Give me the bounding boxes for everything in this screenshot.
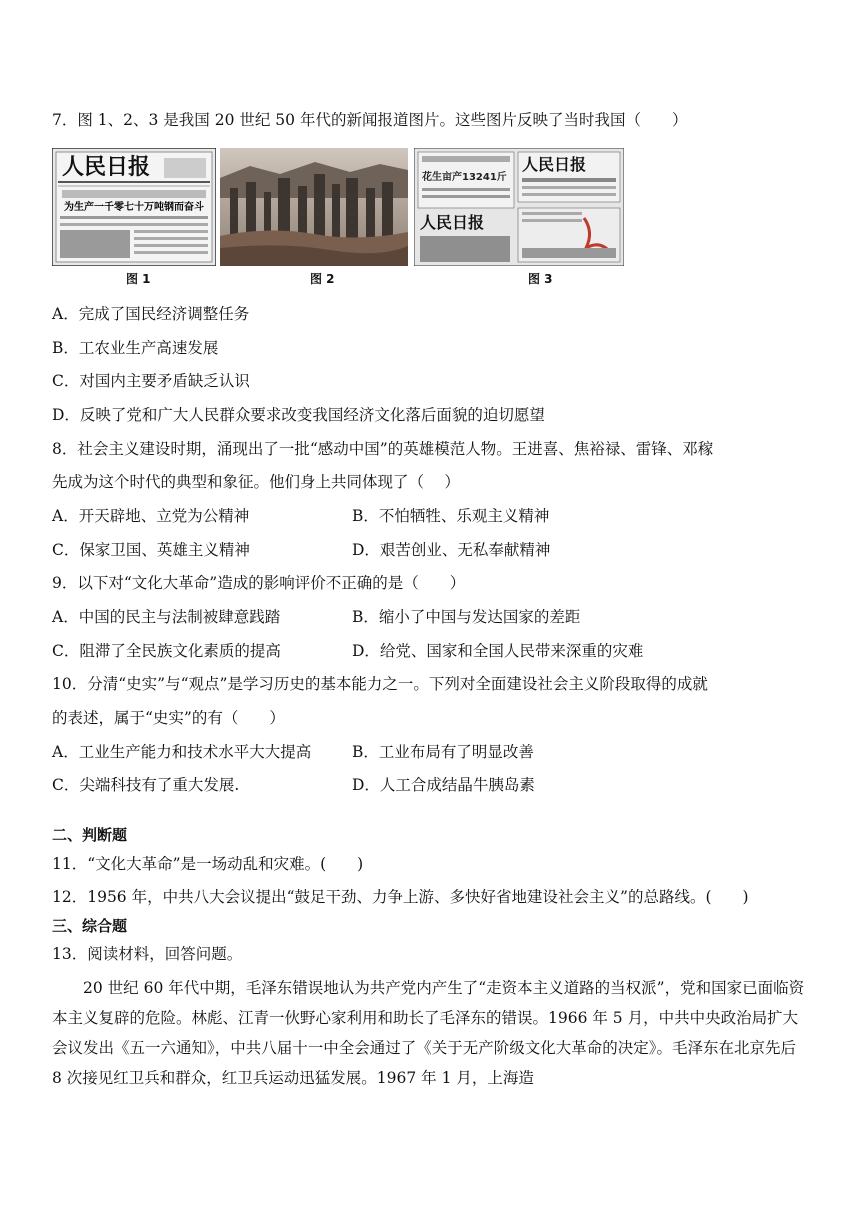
figure-1-caption: 图 1: [126, 272, 151, 286]
q10-stem-line2: 的表述，属于“史实”的有（ ）: [52, 709, 285, 727]
figure-2-caption: 图 2: [310, 272, 335, 286]
q9-stem: 9．以下对“文化大革命”造成的影响评价不正确的是（ ）: [52, 574, 466, 592]
section-3-title: 三、综合题: [52, 917, 128, 935]
q7-option-d: D．反映了党和广大人民群众要求改变我国经济文化落后面貌的迫切愿望: [52, 406, 545, 424]
q10-option-b: B．工业布局有了明显改善: [352, 743, 534, 761]
q8-option-c: C．保家卫国、英雄主义精神: [52, 541, 250, 559]
q9-option-a: A．中国的民主与法制被肆意践踏: [52, 608, 281, 626]
q7-option-a: A．完成了国民经济调整任务: [52, 305, 250, 323]
q7-option-b: B．工农业生产高速发展: [52, 339, 219, 357]
fig1-headline: 为生产一千零七十万吨钢而奋斗: [64, 202, 204, 213]
fig3-headline: 花生亩产13241斤: [422, 172, 507, 183]
q11-text: 11．“文化大革命”是一场动乱和灾难。( ): [52, 855, 364, 873]
q13-prompt: 13．阅读材料，回答问题。: [52, 945, 243, 963]
q7-option-c: C．对国内主要矛盾缺乏认识: [52, 372, 250, 390]
q13-material-paragraph: 20 世纪 60 年代中期，毛泽东错误地认为共产党内产生了“走资本主义道路的当权派”，党和国家已面临资本主义复辟的危险。林彪、江青一伙野心家利用和助长了毛泽东的错误。1966 年 5 月，中共中央政治局扩大会议发出《五一六通知》，中共八届十一中全会通过了《关于无产阶级文化大革命的决定》。毛泽东在北京先后 8 次接见红卫兵和群众，红卫兵运动迅猛发展。1967 年 1 月，上海造: [52, 979, 805, 1087]
q8-option-b: B．不怕牺牲、乐观主义精神: [352, 507, 550, 525]
q10-stem-line1: 10．分清“史实”与“观点”是学习历史的基本能力之一。下列对全面建设社会主义阶段取得的成就: [52, 675, 708, 693]
q9-option-d: D．给党、国家和全国人民带来深重的灾难: [352, 642, 644, 660]
q9-option-b: B．缩小了中国与发达国家的差距: [352, 608, 581, 626]
q10-option-d: D．人工合成结晶牛胰岛素: [352, 776, 535, 794]
figure-2-photo: [220, 148, 408, 266]
q10-option-c: C．尖端科技有了重大发展.: [52, 776, 240, 794]
figure-1-newspaper: [52, 148, 216, 266]
q10-option-a: A．工业生产能力和技术水平大大提高: [52, 743, 312, 761]
fig3-masthead-left: 人民日报: [420, 213, 485, 232]
fig1-masthead: 人民日报: [62, 154, 151, 180]
q8-stem-line1: 8．社会主义建设时期，涌现出了一批“感动中国”的英雄模范人物。王进喜、焦裕禄、雷锋、邓稼: [52, 440, 714, 458]
q8-option-a: A．开天辟地、立党为公精神: [52, 507, 250, 525]
q8-stem-line2: 先成为这个时代的典型和象征。他们身上共同体现了（ ）: [52, 473, 460, 491]
figure-3-newspaper: [414, 148, 624, 266]
q7-stem: 7．图 1、2、3 是我国 20 世纪 50 年代的新闻报道图片。这些图片反映了当时我国（ ）: [52, 111, 688, 129]
fig3-masthead-right: 人民日报: [522, 155, 587, 174]
q9-option-c: C．阻滞了全民族文化素质的提高: [52, 642, 281, 660]
q12-text: 12．1956 年，中共八大会议提出“鼓足干劲、力争上游、多快好省地建设社会主义”的总路线。( ): [52, 888, 749, 906]
q8-option-d: D．艰苦创业、无私奉献精神: [352, 541, 551, 559]
section-2-title: 二、判断题: [52, 826, 128, 844]
figure-3-caption: 图 3: [528, 272, 553, 286]
